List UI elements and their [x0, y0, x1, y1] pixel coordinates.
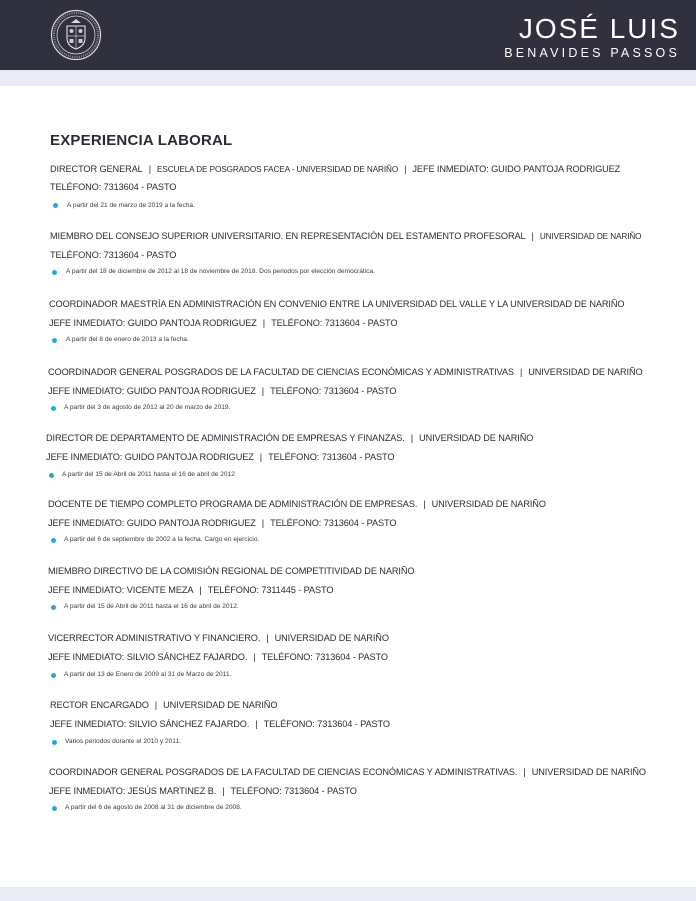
entry-date-note: A partir del 13 de Enero de 2009 al 31 de Marzo de 2011. [64, 671, 232, 678]
entry-line-primary: RECTOR ENCARGADO | UNIVERSIDAD DE NARIÑO [50, 700, 278, 710]
entry-line-primary: DOCENTE DE TIEMPO COMPLETO PROGRAMA DE ADMINISTRACIÓN DE EMPRESAS. | UNIVERSIDAD DE NARIÑO [48, 499, 546, 509]
institution: UNIVERSIDAD DE NARIÑO [419, 433, 534, 443]
supervisor: JEFE INMEDIATO: SILVIO SÁNCHEZ FAJARDO. [48, 652, 248, 662]
bullet-icon [52, 806, 57, 811]
job-title: DIRECTOR GENERAL [50, 164, 143, 174]
phone: TELÉFONO: 7313604 - PASTO [50, 182, 177, 192]
name-block [504, 14, 680, 61]
entry-line-primary [48, 566, 414, 576]
institution: UNIVERSIDAD DE NARIÑO [531, 767, 646, 777]
institution: UNIVERSIDAD DE NARIÑO [528, 367, 643, 377]
entry-line-secondary: JEFE INMEDIATO: GUIDO PANTOJA RODRIGUEZ | TELÉFONO: 7313604 - PASTO [49, 318, 398, 328]
name-last: BENAVIDES PASSOS [504, 46, 680, 60]
entry-line-primary: MIEMBRO DEL CONSEJO SUPERIOR UNIVERSITARIO. EN REPRESENTACIÓN DEL ESTAMENTO PROFESORAL | UNIVERSIDAD DE NARIÑO [50, 231, 642, 241]
supervisor: JEFE INMEDIATO: SILVIO SÁNCHEZ FAJARDO. [50, 719, 250, 729]
bullet-icon [51, 673, 56, 678]
institution: UNIVERSIDAD DE NARIÑO [431, 499, 546, 509]
name-first: JOSÉ LUIS [518, 13, 680, 44]
bullet-icon [49, 473, 54, 478]
section-title: EXPERIENCIA LABORAL [50, 132, 233, 149]
entry-date-note: A partir del 8 de enero de 2013 a la fecha. [66, 336, 189, 343]
supervisor: JEFE INMEDIATO: GUIDO PANTOJA RODRIGUEZ [49, 318, 257, 328]
entry-line-primary: COORDINADOR GENERAL POSGRADOS DE LA FACULTAD DE CIENCIAS ECONÓMICAS Y ADMINISTRATIVAS. | UNIVERSIDAD DE NARIÑO [49, 767, 646, 777]
header-bar [0, 0, 696, 70]
institution: UNIVERSIDAD DE NARIÑO [274, 633, 389, 643]
bullet-icon [51, 605, 56, 610]
job-title: MIEMBRO DIRECTIVO DE LA COMISIÓN REGIONAL DE COMPETITIVIDAD DE NARIÑO [48, 566, 415, 576]
institution: UNIVERSIDAD DE NARIÑO [539, 232, 642, 241]
entry-line-secondary: JEFE INMEDIATO: GUIDO PANTOJA RODRIGUEZ | TELÉFONO: 7313604 - PASTO [48, 518, 397, 528]
job-title: COORDINADOR MAESTRÍA EN ADMINISTRACIÓN EN CONVENIO ENTRE LA UNIVERSIDAD DEL VALLE Y LA UNIVERSIDAD DE NARIÑO [49, 299, 625, 309]
supervisor: JEFE INMEDIATO: GUIDO PANTOJA RODRIGUEZ [48, 386, 256, 396]
phone: TELÉFONO: 7311445 - PASTO [207, 585, 334, 595]
entry-date-note: A partir del 15 de Abril de 2011 hasta el 16 de abril de 2012. [64, 603, 239, 610]
supervisor: JEFE INMEDIATO: GUIDO PANTOJA RODRIGUEZ [412, 164, 621, 174]
bullet-icon [52, 270, 57, 275]
job-title: RECTOR ENCARGADO [50, 700, 149, 710]
university-seal-icon [50, 9, 102, 61]
job-title: DOCENTE DE TIEMPO COMPLETO PROGRAMA DE ADMINISTRACIÓN DE EMPRESAS. [48, 499, 418, 509]
job-title: DIRECTOR DE DEPARTAMENTO DE ADMINISTRACIÓN DE EMPRESAS Y FINANZAS. [46, 433, 405, 443]
entry-line-secondary: JEFE INMEDIATO: SILVIO SÁNCHEZ FAJARDO. | TELÉFONO: 7313604 - PASTO [48, 652, 388, 662]
entry-date-note: Varios periodos durante el 2010 y 2011. [65, 738, 181, 745]
entry-line-secondary: JEFE INMEDIATO: JESÚS MARTINEZ B. | TELÉFONO: 7313604 - PASTO [49, 786, 357, 796]
phone: TELÉFONO: 7313604 - PASTO [271, 318, 398, 328]
entry-line-primary: DIRECTOR GENERAL | ESCUELA DE POSGRADOS FACEA - UNIVERSIDAD DE NARIÑO | JEFE INMEDIATO: GUIDO PANTOJA RODRIGUEZ [50, 164, 621, 174]
entry-date-note: A partir del 15 de Abril de 2011 hasta el 16 de abril de 2012 [62, 471, 235, 478]
supervisor: JEFE INMEDIATO: JESÚS MARTINEZ B. [49, 786, 217, 796]
entry-line-secondary: JEFE INMEDIATO: GUIDO PANTOJA RODRIGUEZ | TELÉFONO: 7313604 - PASTO [46, 452, 395, 462]
phone: TELÉFONO: 7313604 - PASTO [268, 452, 395, 462]
phone: TELÉFONO: 7313604 - PASTO [261, 652, 388, 662]
supervisor: JEFE INMEDIATO: GUIDO PANTOJA RODRIGUEZ [46, 452, 254, 462]
phone: TELÉFONO: 7313604 - PASTO [270, 386, 397, 396]
bullet-icon [52, 338, 57, 343]
entry-line-primary: COORDINADOR GENERAL POSGRADOS DE LA FACULTAD DE CIENCIAS ECONÓMICAS Y ADMINISTRATIVAS | UNIVERSIDAD DE NARIÑO [48, 367, 643, 377]
phone: TELÉFONO: 7313604 - PASTO [263, 719, 390, 729]
job-title: COORDINADOR GENERAL POSGRADOS DE LA FACULTAD DE CIENCIAS ECONÓMICAS Y ADMINISTRATIVAS [48, 367, 514, 377]
entry-line-secondary [50, 250, 176, 260]
phone: TELÉFONO: 7313604 - PASTO [50, 250, 177, 260]
institution: ESCUELA DE POSGRADOS FACEA - UNIVERSIDAD DE NARIÑO [156, 165, 399, 174]
entry-line-primary: DIRECTOR DE DEPARTAMENTO DE ADMINISTRACIÓN DE EMPRESAS Y FINANZAS. | UNIVERSIDAD DE NARIÑO [46, 433, 534, 443]
bullet-icon [51, 538, 56, 543]
entry-date-note: A partir del 18 de diciembre de 2012 al 18 de noviembre de 2018. Dos periodos por elección democrática. [66, 268, 375, 275]
entry-date-note: A partir del 6 de agosto de 2008 al 31 de diciembre de 2008. [65, 804, 242, 811]
phone: TELÉFONO: 7313604 - PASTO [230, 786, 357, 796]
entry-line-secondary: JEFE INMEDIATO: VICENTE MEZA | TELÉFONO: 7311445 - PASTO [48, 585, 334, 595]
bullet-icon [53, 203, 58, 208]
job-title: MIEMBRO DEL CONSEJO SUPERIOR UNIVERSITARIO. EN REPRESENTACIÓN DEL ESTAMENTO PROFESORAL [50, 231, 526, 241]
job-title: COORDINADOR GENERAL POSGRADOS DE LA FACULTAD DE CIENCIAS ECONÓMICAS Y ADMINISTRATIVAS. [49, 767, 518, 777]
supervisor: JEFE INMEDIATO: GUIDO PANTOJA RODRIGUEZ [48, 518, 256, 528]
footer-band [0, 887, 696, 901]
entry-line-primary [49, 299, 624, 309]
entry-line-secondary [50, 182, 176, 192]
entry-line-primary: VICERRECTOR ADMINISTRATIVO Y FINANCIERO. | UNIVERSIDAD DE NARIÑO [48, 633, 389, 643]
entry-date-note: A partir del 3 de agosto de 2012 al 20 de marzo de 2019. [64, 404, 231, 411]
supervisor: JEFE INMEDIATO: VICENTE MEZA [48, 585, 194, 595]
entry-date-note: A partir del 21 de marzo de 2019 a la fecha. [67, 202, 195, 209]
bullet-icon [52, 740, 57, 745]
bullet-icon [51, 406, 56, 411]
phone: TELÉFONO: 7313604 - PASTO [270, 518, 397, 528]
entry-line-secondary: JEFE INMEDIATO: GUIDO PANTOJA RODRIGUEZ | TELÉFONO: 7313604 - PASTO [48, 386, 397, 396]
job-title: VICERRECTOR ADMINISTRATIVO Y FINANCIERO. [48, 633, 261, 643]
header-band [0, 70, 696, 86]
entry-date-note: A partir del 6 de septiembre de 2002 a la fecha. Cargo en ejercicio. [64, 536, 260, 543]
institution: UNIVERSIDAD DE NARIÑO [163, 700, 278, 710]
entry-line-secondary: JEFE INMEDIATO: SILVIO SÁNCHEZ FAJARDO. | TELÉFONO: 7313604 - PASTO [50, 719, 390, 729]
